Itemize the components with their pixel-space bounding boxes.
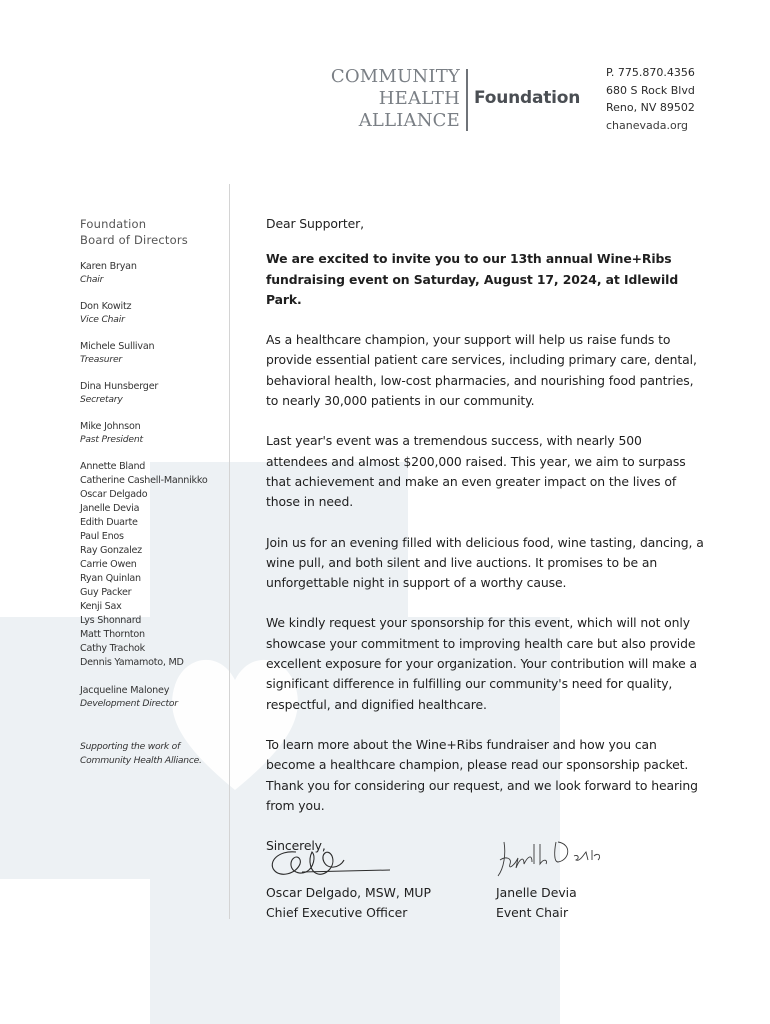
officer-name: Don Kowitz	[80, 301, 132, 312]
contact-block	[606, 64, 695, 134]
officer-name: Michele Sullivan	[80, 341, 155, 352]
member-name: Ryan Quinlan	[80, 573, 141, 584]
signer-title: Event Chair	[496, 905, 569, 921]
member-list	[80, 460, 226, 670]
logo-line-health: HEALTH	[378, 88, 460, 109]
letter-paragraph: To learn more about the Wine+Ribs fundraiser and how you can become a healthcare champion, please read our sponsorship packet. Thank you for considering our request, and we look forward to hearing from you.	[266, 736, 698, 813]
officer-role: Chair	[80, 274, 104, 285]
member-name: Carrie Owen	[80, 559, 137, 570]
signer-title: Chief Executive Officer	[266, 905, 408, 921]
staff-name: Jacqueline Maloney	[80, 685, 170, 696]
member-name: Annette Bland	[80, 461, 146, 472]
logo-line-alliance: ALLIANCE	[358, 110, 460, 131]
officer-role: Past President	[80, 434, 143, 445]
tagline-line2: Community Health Alliance.	[80, 755, 202, 766]
contact-phone: P. 775.870.4356	[606, 66, 695, 79]
signer-name: Janelle Devia	[496, 885, 577, 900]
letter-lead: We are excited to invite you to our 13th annual Wine+Ribs fundraising event on Saturday, August 17, 2024, at Idlewild Park.	[266, 251, 679, 307]
signer-devia	[496, 883, 577, 924]
logo-divider	[466, 69, 468, 131]
member-name: Janelle Devia	[80, 503, 140, 514]
tagline-line1: Supporting the work of	[80, 741, 180, 752]
letter-paragraph: Join us for an evening filled with delicious food, wine tasting, dancing, a wine pull, and both silent and live auctions. It promises to be an unforgettable night in support of a worthy cause.	[266, 534, 704, 591]
member-name: Catherine Cashell-Mannikko	[80, 475, 208, 486]
officer-entry	[80, 260, 226, 286]
board-sidebar	[80, 216, 226, 768]
signer-name: Oscar Delgado, MSW, MUP	[266, 885, 431, 900]
contact-street: 680 S Rock Blvd	[606, 83, 695, 97]
member-name: Kenji Sax	[80, 601, 122, 612]
member-name: Lys Shonnard	[80, 615, 142, 626]
letter-paragraph: Last year's event was a tremendous success, with nearly 500 attendees and almost $200,000 raised. This year, we aim to surpass that achievement and make an even greater impact on the lives of those in need.	[266, 433, 686, 510]
officer-entry	[80, 300, 226, 326]
officer-role: Treasurer	[80, 354, 122, 365]
staff-entry	[80, 684, 226, 710]
board-title-line2: Board of Directors	[80, 233, 188, 247]
signature-oscar-delgado	[266, 838, 396, 884]
sidebar-tagline	[80, 740, 226, 768]
logo-wordmark	[331, 66, 460, 132]
board-title-line1: Foundation	[80, 217, 147, 231]
officer-name: Dina Hunsberger	[80, 381, 159, 392]
letter-paragraph: As a healthcare champion, your support will help us raise funds to provide essential patient care services, including primary care, dental, behavioral health, low-cost pharmacies, and nourishing food pantries, to nearly 30,000 patients in our community.	[266, 332, 697, 409]
officer-entry	[80, 380, 226, 406]
member-name: Paul Enos	[80, 531, 124, 542]
officer-role: Secretary	[80, 394, 123, 405]
letter-paragraph: We kindly request your sponsorship for this event, which will not only showcase your commitment to improving health care but also provide excellent exposure for your organization. Your contribution will make a significant difference in fulfilling our community's need for quality, respectful, and dignified healthcare.	[266, 615, 697, 712]
member-name: Edith Duarte	[80, 517, 138, 528]
officer-list	[80, 260, 226, 446]
signature-janelle-devia	[494, 834, 604, 884]
member-name: Oscar Delgado	[80, 489, 148, 500]
contact-city: Reno, NV 89502	[606, 101, 695, 114]
staff-role: Development Director	[80, 698, 178, 709]
sidebar-divider	[229, 184, 230, 919]
officer-name: Karen Bryan	[80, 261, 137, 272]
logo-line-community: COMMUNITY	[330, 66, 460, 87]
letter-closing: Sincerely,	[266, 838, 326, 854]
signer-delgado	[266, 883, 431, 924]
member-name: Cathy Trachok	[80, 643, 145, 654]
member-name: Dennis Yamamoto, MD	[80, 657, 184, 668]
officer-name: Mike Johnson	[80, 421, 141, 432]
letter-body	[266, 214, 706, 876]
officer-entry	[80, 420, 226, 446]
letter-greeting: Dear Supporter,	[266, 216, 364, 231]
member-name: Guy Packer	[80, 587, 132, 598]
officer-role: Vice Chair	[80, 314, 125, 325]
contact-website[interactable]: chanevada.org	[606, 118, 689, 132]
officer-entry	[80, 340, 226, 366]
logo-brand: Foundation	[474, 88, 581, 108]
member-name: Ray Gonzalez	[80, 545, 142, 556]
board-title	[80, 216, 226, 248]
member-name: Matt Thornton	[80, 629, 145, 640]
